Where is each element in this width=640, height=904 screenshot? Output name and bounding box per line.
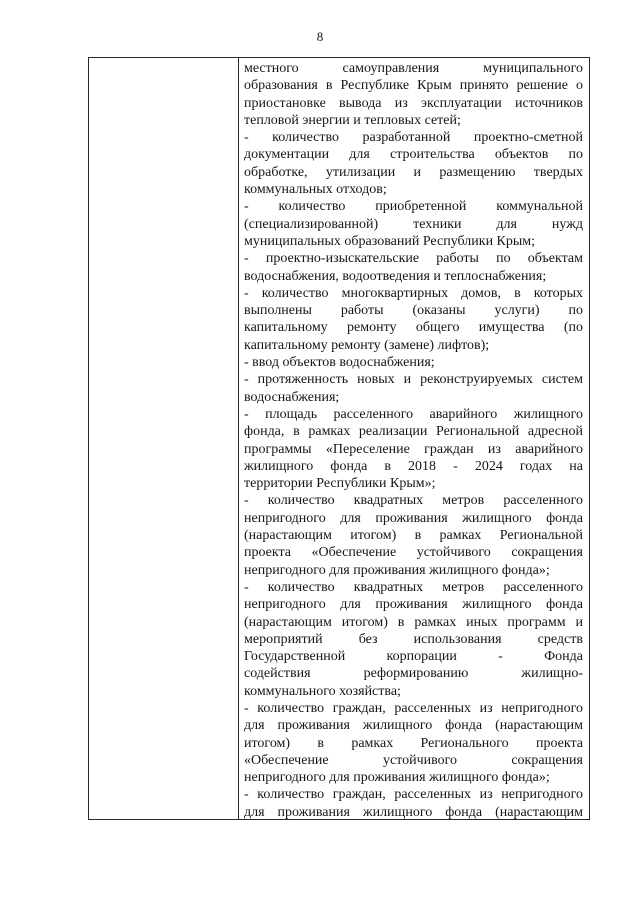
text-line: тепловой энергии и тепловых сетей; <box>244 112 461 128</box>
text-line: жилищного фонда в 2018 - 2024 годах на <box>244 458 583 474</box>
text-line: содействия реформированию жилищно- <box>244 666 583 682</box>
text-line: капитальному ремонту (замене) лифтов); <box>244 337 490 353</box>
text-line: обработке, утилизации и размещению твердых <box>244 164 583 180</box>
text-line: для проживания жилищного фонда (нарастающим <box>244 804 583 819</box>
document-table <box>88 57 590 820</box>
text-line: непригодного для проживания жилищного фонда <box>244 597 583 613</box>
text-line: образования в Республике Крым принято решение о <box>244 78 583 94</box>
text-line: итогом) в рамках Регионального проекта <box>244 735 583 751</box>
text-line: - площадь расселенного аварийного жилищного <box>244 406 583 422</box>
text-line: - количество граждан, расселенных из непригодного <box>244 700 583 716</box>
paragraph <box>244 371 583 406</box>
text-line: фонда, в рамках реализации Региональной адресной <box>244 424 583 440</box>
paragraph <box>244 198 583 250</box>
text-line: местного самоуправления муниципального <box>244 61 583 76</box>
paragraph <box>244 60 583 129</box>
paragraph <box>244 129 583 198</box>
text-line: документации для строительства объектов по <box>244 147 583 163</box>
text-line: непригодного для проживания жилищного фонда»; <box>244 562 550 578</box>
paragraph <box>244 786 583 819</box>
table-cell-left <box>89 58 239 819</box>
text-line: (нарастающим итогом) в рамках иных программ и <box>244 614 583 630</box>
text-line: приостановке вывода из эксплуатации источников <box>244 95 583 111</box>
text-line: (нарастающим итогом) в рамках Региональной <box>244 528 583 544</box>
text-line: Государственной корпорации - Фонда <box>244 649 583 665</box>
text-line: выполнены работы (оказаны услуги) по <box>244 303 583 319</box>
text-line: «Обеспечение устойчивого сокращения <box>244 752 583 768</box>
text-line: коммунального хозяйства; <box>244 683 401 699</box>
text-line: непригодного для проживания жилищного фонда»; <box>244 770 550 786</box>
text-line: территории Республики Крым»; <box>244 476 436 492</box>
text-line: капитальному ремонту общего имущества (по <box>244 320 583 336</box>
text-line: - количество квадратных метров расселенного <box>244 493 583 509</box>
paragraph <box>244 250 583 285</box>
text-line: муниципальных образований Республики Крым; <box>244 233 536 249</box>
text-line: - количество разработанной проектно-сметной <box>244 130 583 146</box>
text-line: проекта «Обеспечение устойчивого сокращения <box>244 545 583 561</box>
text-line: непригодного для проживания жилищного фонда <box>244 510 583 526</box>
paragraph <box>244 579 583 700</box>
text-line: - количество квадратных метров расселенного <box>244 579 583 595</box>
text-line: водоснабжения, водоотведения и теплоснабжения; <box>244 268 547 284</box>
paragraph <box>244 492 583 578</box>
text-line: программы «Переселение граждан из аварийного <box>244 441 583 457</box>
paragraph <box>244 285 583 354</box>
text-line: коммунальных отходов; <box>244 182 387 198</box>
text-line: - проектно-изыскательские работы по объектам <box>244 251 583 267</box>
text-line: - количество граждан, расселенных из непригодного <box>244 787 583 803</box>
text-line: для проживания жилищного фонда (нарастающим <box>244 718 583 734</box>
text-line: - количество многоквартирных домов, в которых <box>244 285 583 301</box>
text-line: - ввод объектов водоснабжения; <box>244 355 435 371</box>
text-line: (специализированной) техники для нужд <box>244 216 583 232</box>
page-number: 8 <box>316 29 324 44</box>
table-cell-right <box>239 58 589 819</box>
paragraph <box>244 700 583 786</box>
text-line: водоснабжения; <box>244 389 340 405</box>
text-line: - количество приобретенной коммунальной <box>244 199 583 215</box>
paragraph <box>244 406 583 492</box>
paragraph <box>244 354 583 371</box>
text-line: мероприятий без использования средств <box>244 631 583 647</box>
text-line: - протяженность новых и реконструируемых систем <box>244 372 583 388</box>
